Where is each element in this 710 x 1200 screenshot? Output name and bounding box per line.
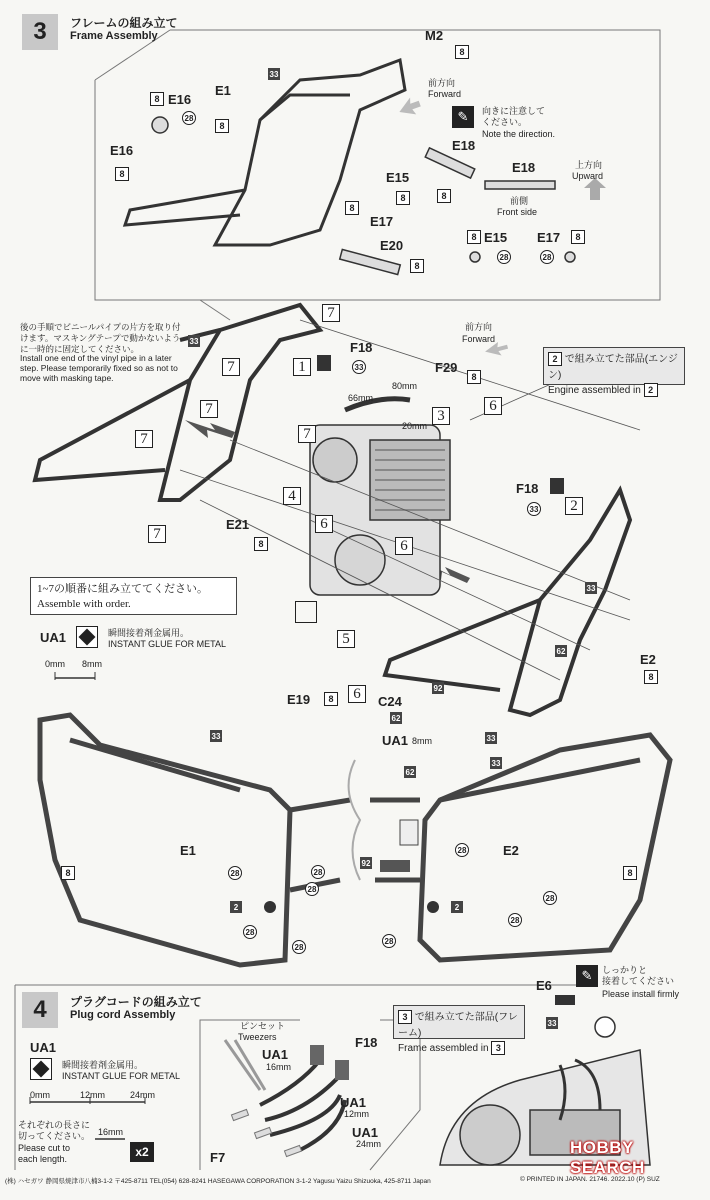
paint-badge: 33 [547, 1018, 557, 1028]
len-16mm: 16mm [266, 1062, 292, 1072]
color-badge: 28 [292, 940, 306, 954]
scale-0mm: 0mm [30, 1090, 50, 1100]
step-ref: 3 [398, 1010, 412, 1024]
color-badge: 28 [243, 925, 257, 939]
tweezers-jp: ピンセット [240, 1021, 286, 1031]
color-badge: 28 [497, 250, 511, 264]
qty-badge: 8 [324, 692, 338, 706]
frame-en: Frame assembled in [398, 1043, 489, 1054]
step-number-3: 3 [22, 14, 58, 50]
engine-subassembly-box [543, 347, 685, 396]
len-24mm: 24mm [356, 1139, 382, 1149]
vinyl-note-jp: 後の手順でビニールパイプの片方を取り付けます。マスキングテープで動かないように一時的に固定してください。 [20, 322, 181, 354]
paint-badge: 33 [486, 733, 496, 743]
label-e16-b: E16 [110, 143, 134, 158]
label-f18: F18 [350, 340, 373, 355]
frame-subassembly-box [393, 1005, 525, 1054]
order-7: 7 [298, 425, 316, 443]
order-note [30, 577, 237, 615]
len-8: 8mm [412, 736, 432, 746]
order-6: 6 [315, 515, 333, 533]
label-e1-bottom: E1 [180, 843, 196, 858]
label-e20: E20 [380, 238, 404, 253]
scale-24mm: 24mm [130, 1090, 156, 1100]
forward2-en: Forward [462, 334, 496, 344]
glue-icon [76, 626, 98, 648]
quantity-x2: x2 [130, 1142, 154, 1162]
scale-12mm: 12mm [80, 1090, 106, 1100]
qty-badge: 8 [571, 230, 585, 244]
step-number-4: 4 [22, 992, 58, 1028]
label-e15: E15 [386, 170, 410, 185]
step-ref: 2 [644, 383, 658, 397]
step4-title-jp: プラグコードの組み立て [70, 995, 202, 1009]
qty-badge: 8 [644, 670, 658, 684]
qty-badge: 8 [254, 537, 268, 551]
order-6: 6 [348, 685, 366, 703]
engine-jp: で組み立てた部品(エンジン) [548, 354, 678, 381]
color-badge: 28 [228, 866, 242, 880]
forward-en: Forward [428, 89, 462, 99]
color-badge: 28 [540, 250, 554, 264]
label-e17-b: E17 [537, 230, 561, 245]
step-title-jp: フレームの組み立て [70, 16, 178, 30]
part-f18 [550, 478, 564, 494]
label-e17: E17 [370, 214, 394, 229]
label-f18-s4: F18 [355, 1035, 378, 1050]
order-3: 3 [432, 407, 450, 425]
color-badge: 28 [311, 865, 325, 879]
order-7: 7 [222, 358, 240, 376]
qty-badge: 8 [623, 866, 637, 880]
label-c24: C24 [378, 694, 402, 709]
label-m2: M2 [425, 28, 444, 43]
color-badge: 28 [382, 934, 396, 948]
step4-glue-label: UA1 [30, 1040, 57, 1055]
paint-badge: 33 [269, 69, 279, 79]
order-6: 6 [395, 537, 413, 555]
part-e6 [555, 995, 575, 1005]
len-16: 16mm [98, 1127, 124, 1137]
color-badge: 28 [305, 882, 319, 896]
len-80: 80mm [392, 381, 418, 391]
order-7: 7 [200, 400, 218, 418]
label-e6: E6 [536, 978, 552, 993]
qty-badge: 8 [215, 119, 229, 133]
watermark: HOBBY SEARCH [570, 1138, 645, 1177]
label-f29: F29 [435, 360, 458, 375]
label-e19: E19 [287, 692, 311, 707]
cut-en: Please cut to each length. [18, 1143, 71, 1164]
paint-badge: 92 [433, 683, 443, 693]
qty-badge: 8 [345, 201, 359, 215]
glue-en: INSTANT GLUE FOR METAL [108, 639, 227, 649]
order-4: 4 [283, 487, 301, 505]
upward-en: Upward [572, 171, 604, 181]
footer-address: (株) ハセガワ 静岡県焼津市八楠3-1-2 〒425-8711 TEL(054) 628-8241 HASEGAWA CORPORATION 3-1-2 Yagusu Yaizu Shizuoka, 425-8711 Japan [5, 1178, 431, 1185]
direction-en: Note the direction. [482, 129, 556, 139]
paint-badge: 2 [230, 901, 242, 913]
upward-jp: 上方向 [575, 160, 603, 170]
label-e21: E21 [226, 517, 250, 532]
paint-badge: 33 [586, 583, 596, 593]
vinyl-note-en: Install one end of the vinyl pipe in a later step. Please temporarily fixed so as not to move with masking tape. [20, 353, 178, 383]
order-7: 7 [135, 430, 153, 448]
label-e2-bottom: E2 [503, 843, 519, 858]
step-ref: 3 [491, 1041, 505, 1055]
qty-badge: 8 [396, 191, 410, 205]
front-en: Front side [497, 207, 538, 217]
footer-print-info: © PRINTED IN JAPAN. 21746. 2022.10 (P) SUZ [520, 1176, 660, 1183]
label-e18: E18 [452, 138, 476, 153]
color-badge: 28 [543, 891, 557, 905]
ua1-12: UA1 [340, 1095, 367, 1110]
paint-badge: 33 [189, 336, 199, 346]
firm-en: Please install firmly [602, 989, 680, 999]
paint-badge: 62 [391, 713, 401, 723]
glue-jp: 瞬間接着剤金属用。 [108, 628, 190, 638]
label-e1: E1 [215, 83, 231, 98]
qty-badge: 8 [61, 866, 75, 880]
scale-0: 0mm [45, 659, 65, 669]
label-e2: E2 [640, 652, 656, 667]
label-e16: E16 [168, 92, 192, 107]
ua1-24: UA1 [352, 1125, 379, 1140]
qty-badge: 8 [437, 189, 451, 203]
color-badge: 28 [455, 843, 469, 857]
caution-icon: ✎ [452, 106, 474, 128]
glue-label-2: UA1 [382, 733, 409, 748]
order-en: Assemble with order. [37, 598, 131, 610]
step4-glue-jp: 瞬間接着剤金属用。 [62, 1060, 144, 1070]
qty-badge: 8 [467, 370, 481, 384]
ua1-16: UA1 [262, 1047, 289, 1062]
qty-badge: 8 [150, 92, 164, 106]
tweezers-en: Tweezers [238, 1032, 277, 1042]
color-badge: 28 [508, 913, 522, 927]
order-7: 7 [148, 525, 166, 543]
direction-jp: 向きに注意して ください。 [482, 106, 546, 127]
caution-icon: ✎ [576, 965, 598, 987]
len-12mm: 12mm [344, 1109, 370, 1119]
color-badge: 28 [182, 111, 196, 125]
glue-label: UA1 [40, 630, 67, 645]
step-ref: 2 [548, 352, 562, 366]
paint-badge: 33 [491, 758, 501, 768]
part-f18 [317, 355, 331, 371]
step4-title-en: Plug cord Assembly [70, 1009, 176, 1021]
order-1: 1 [293, 358, 311, 376]
front-jp: 前側 [510, 196, 529, 206]
glue-icon [30, 1058, 52, 1080]
paint-badge: 92 [361, 858, 371, 868]
cut-jp: それぞれの長さに 切ってください。 [18, 1120, 91, 1141]
paint-badge: 2 [451, 901, 463, 913]
forward2-jp: 前方向 [465, 322, 493, 332]
forward-jp: 前方向 [428, 78, 456, 88]
label-e18-b: E18 [512, 160, 536, 175]
qty-badge: 8 [115, 167, 129, 181]
order-7: 7 [322, 304, 340, 322]
order-6: 6 [484, 397, 502, 415]
len-66: 66mm [348, 393, 374, 403]
paint-badge: 62 [556, 646, 566, 656]
qty-badge: 8 [410, 259, 424, 273]
paint-badge: 33 [527, 502, 541, 516]
scale-8: 8mm [82, 659, 102, 669]
order-jp: 1~7の順番に組み立ててください。 [37, 583, 208, 595]
engine-en: Engine assembled in [548, 385, 641, 396]
len-20: 20mm [402, 421, 428, 431]
frame-jp: で組み立てた部品(フレーム) [398, 1012, 518, 1039]
qty-badge: 8 [455, 45, 469, 59]
qty-badge: 8 [467, 230, 481, 244]
paint-badge: 33 [211, 731, 221, 741]
paint-badge: 62 [405, 767, 415, 777]
step-title-en: Frame Assembly [70, 30, 158, 42]
no-glue-icon [295, 601, 317, 623]
step4-glue-en: INSTANT GLUE FOR METAL [62, 1071, 181, 1081]
firm-jp: しっかりと 接着してください [602, 965, 675, 986]
label-e15-b: E15 [484, 230, 508, 245]
paint-badge: 33 [352, 360, 366, 374]
order-2: 2 [565, 497, 583, 515]
label-f18-b: F18 [516, 481, 539, 496]
label-f7: F7 [210, 1150, 226, 1165]
order-5: 5 [337, 630, 355, 648]
